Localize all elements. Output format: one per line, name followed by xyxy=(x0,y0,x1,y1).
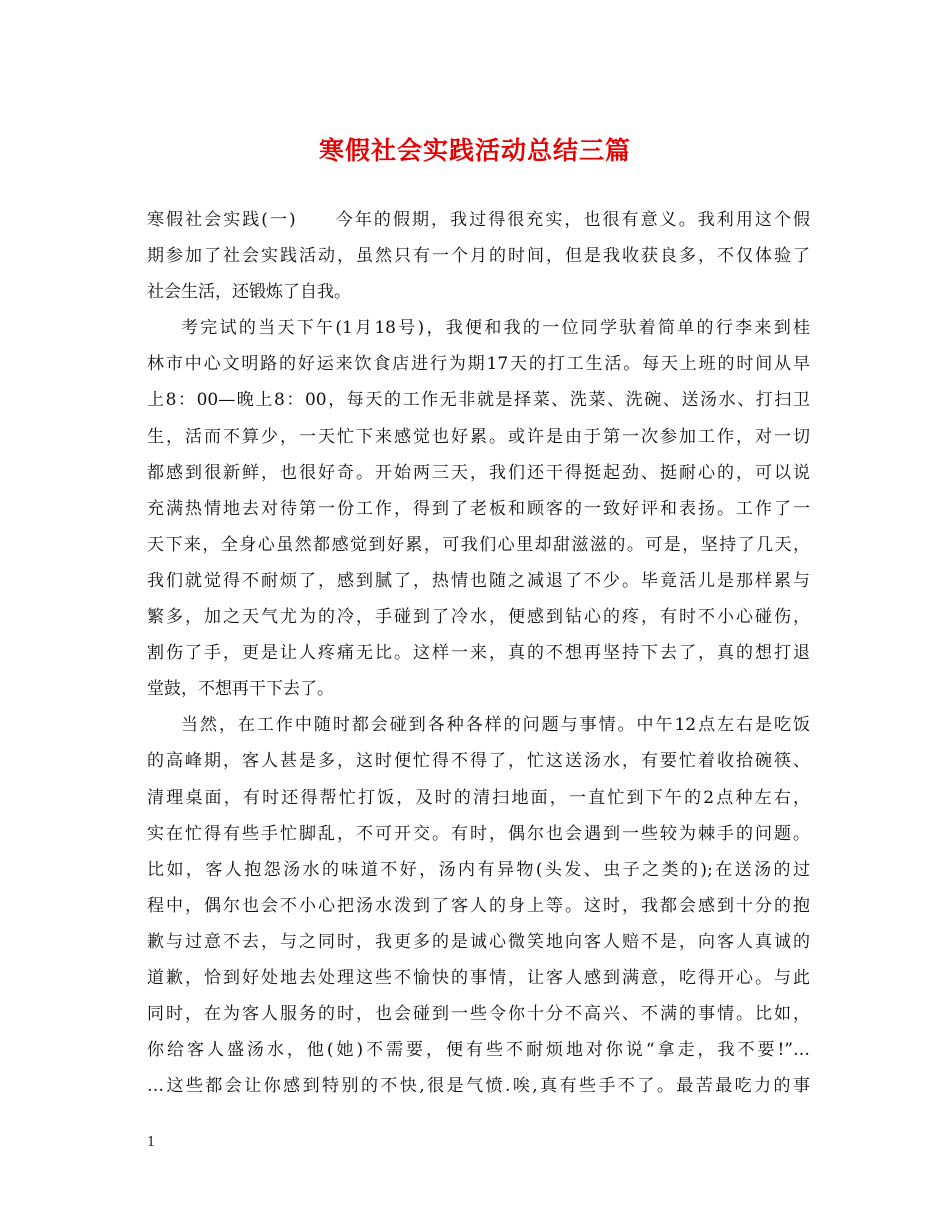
text-line: 程中，偶尔也会不小心把汤水泼到了客人的身上等。这时，我都会感到十分的抱 xyxy=(147,895,810,916)
page-number: 1 xyxy=(147,1135,156,1150)
text-line: 道歉，恰到好处地去处理这些不愉快的事情，让客人感到满意，吃得开心。与此 xyxy=(147,967,810,988)
text-line: 林市中心文明路的好运来饮食店进行为期17天的打工生活。每天上班的时间从早 xyxy=(147,354,810,375)
text-line: 同时，在为客人服务的时，也会碰到一些令你十分不高兴、不满的事情。比如， xyxy=(147,1004,810,1025)
text-line: 期参加了社会实践活动，虽然只有一个月的时间，但是我收获良多，不仅体验了 xyxy=(147,246,810,267)
text-line: 你给客人盛汤水，他(她)不需要，便有些不耐烦地对你说“拿走，我不要!”… xyxy=(147,1040,810,1061)
text-line: 我们就觉得不耐烦了，感到腻了，热情也随之减退了不少。毕竟活儿是那样累与 xyxy=(147,570,810,591)
text-line: 实在忙得有些手忙脚乱，不可开交。有时，偶尔也会遇到一些较为棘手的问题。 xyxy=(147,823,810,844)
document-body xyxy=(147,202,810,1104)
text-line: 考完试的当天下午(1月18号)，我便和我的一位同学驮着简单的行李来到桂 xyxy=(181,318,810,339)
text-line: 清理桌面，有时还得帮忙打饭，及时的清扫地面，一直忙到下午的2点种左右， xyxy=(147,787,810,808)
text-line: 寒假社会实践(一) 今年的假期，我过得很充实，也很有意义。我利用这个假 xyxy=(147,210,810,230)
text-line: 当然，在工作中随时都会碰到各种各样的问题与事情。中午12点左右是吃饭 xyxy=(181,715,810,736)
text-line: 上8：00—晚上8：00，每天的工作无非就是择菜、洗菜、洗碗、送汤水、打扫卫 xyxy=(147,390,810,411)
text-line: 的高峰期，客人甚是多，这时便忙得不得了，忙这送汤水，有要忙着收拾碗筷、 xyxy=(147,751,810,772)
text-line: 割伤了手，更是让人疼痛无比。这样一来，真的不想再坚持下去了，真的想打退 xyxy=(147,643,810,664)
document-title: 寒假社会实践活动总结三篇 xyxy=(318,136,631,165)
text-line: 充满热情地去对待第一份工作，得到了老板和顾客的一致好评和表扬。工作了一 xyxy=(147,498,810,519)
text-line: 繁多，加之天气尤为的冷，手碰到了冷水，便感到钻心的疼，有时不小心碰伤， xyxy=(147,607,810,628)
text-line: 堂鼓，不想再干下去了。 xyxy=(147,679,334,700)
text-line: 都感到很新鲜，也很好奇。开始两三天，我们还干得挺起劲、挺耐心的，可以说 xyxy=(147,462,810,483)
text-line: 比如，客人抱怨汤水的味道不好，汤内有异物(头发、虫子之类的);在送汤的过 xyxy=(147,859,810,880)
text-line: 歉与过意不去，与之同时，我更多的是诚心微笑地向客人赔不是，向客人真诚的 xyxy=(147,931,810,952)
text-line: 生，活而不算少，一天忙下来感觉也好累。或许是由于第一次参加工作，对一切 xyxy=(147,426,810,447)
text-line: …这些都会让你感到特别的不快,很是气愤.唉,真有些手不了。最苦最吃力的事 xyxy=(147,1076,810,1097)
text-line: 天下来，全身心虽然都感觉到好累，可我们心里却甜滋滋的。可是，坚持了几天， xyxy=(147,534,810,555)
text-line: 社会生活，还锻炼了自我。 xyxy=(147,282,351,303)
